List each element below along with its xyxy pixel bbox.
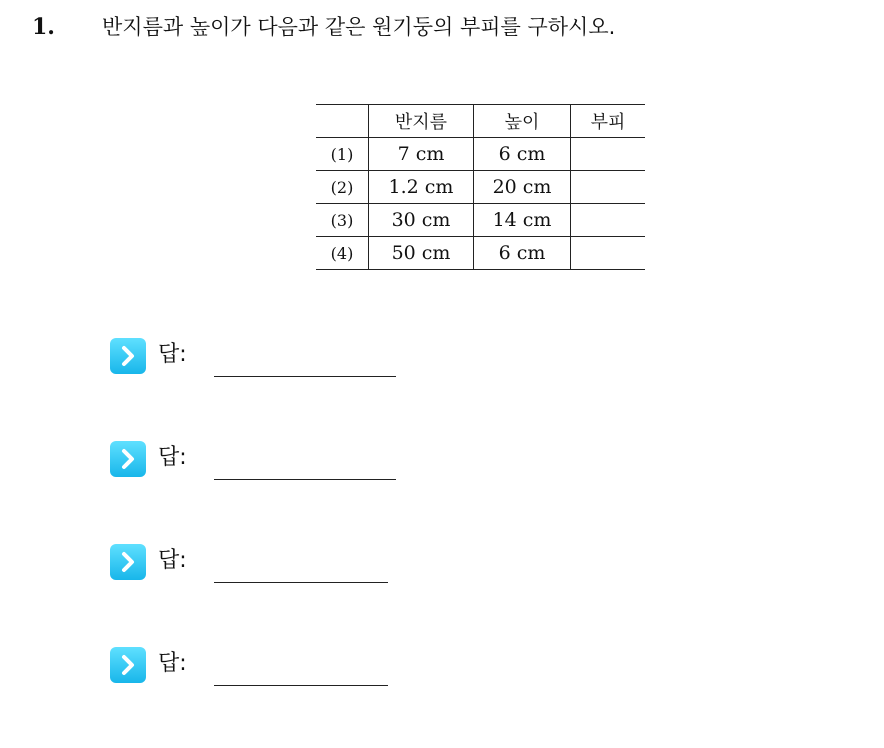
data-table: [316, 104, 645, 270]
chevron-right-icon: [110, 338, 146, 374]
row-height: 6 cm: [474, 237, 571, 270]
row-height: 14 cm: [474, 204, 571, 237]
chevron-right-icon: [110, 647, 146, 683]
row-index: (4): [330, 243, 354, 263]
header-height: 높이: [474, 105, 571, 138]
table-row: [316, 171, 645, 204]
table-row: [316, 204, 645, 237]
chevron-right-icon: [110, 441, 146, 477]
header-radius: 반지름: [369, 105, 474, 138]
answer-blank[interactable]: [214, 479, 396, 480]
row-index: (2): [330, 177, 354, 197]
row-height: 20 cm: [474, 171, 571, 204]
row-radius: 30 cm: [369, 204, 474, 237]
table-row: [316, 237, 645, 270]
table-header-row: [316, 105, 645, 138]
chevron-right-icon: [110, 544, 146, 580]
table-row: [316, 138, 645, 171]
row-volume[interactable]: [571, 204, 646, 237]
row-radius: 7 cm: [369, 138, 474, 171]
header-volume: 부피: [571, 105, 646, 138]
answer-label: 답:: [158, 342, 187, 367]
answer-blank[interactable]: [214, 582, 388, 583]
row-volume[interactable]: [571, 138, 646, 171]
header-index: [316, 105, 369, 138]
row-volume[interactable]: [571, 171, 646, 204]
question-text: 반지름과 높이가 다음과 같은 원기둥의 부피를 구하시오.: [102, 15, 616, 39]
answer-label: 답:: [158, 548, 187, 573]
row-height: 6 cm: [474, 138, 571, 171]
answer-label: 답:: [158, 651, 187, 676]
row-radius: 50 cm: [369, 237, 474, 270]
answer-label: 답:: [158, 445, 187, 470]
answer-blank[interactable]: [214, 376, 396, 377]
row-index: (3): [330, 210, 354, 230]
row-radius: 1.2 cm: [369, 171, 474, 204]
question: [32, 12, 615, 43]
row-index: (1): [330, 144, 354, 164]
question-number: 1.: [32, 14, 55, 40]
row-volume[interactable]: [571, 237, 646, 270]
